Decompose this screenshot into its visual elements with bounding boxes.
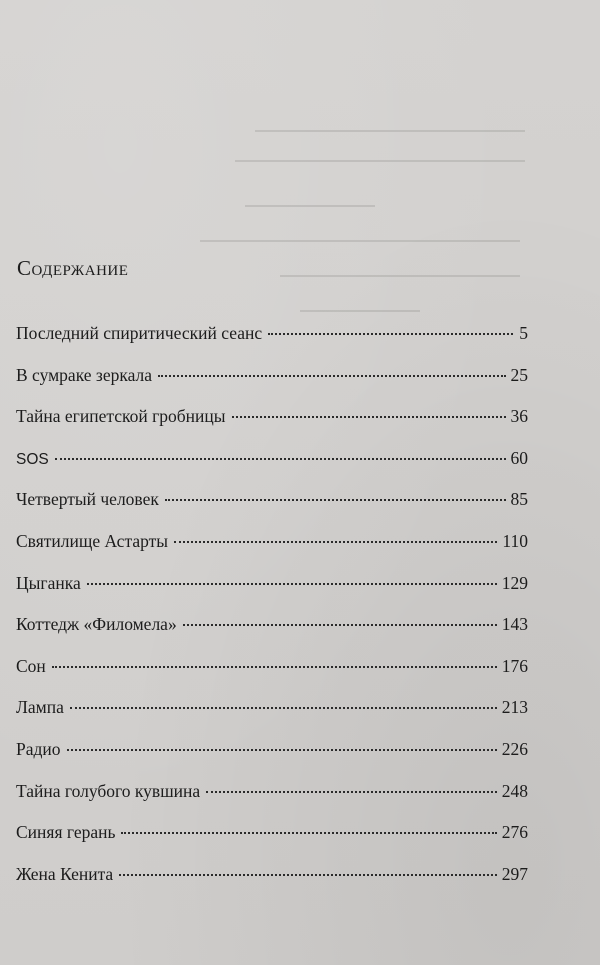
toc-entry <box>16 656 528 698</box>
toc-entry-title: SOS <box>16 450 49 468</box>
toc-entry-title: Лампа <box>16 697 64 718</box>
bleed-through-mark <box>245 205 375 207</box>
dot-leader <box>119 874 497 876</box>
dot-leader <box>174 541 497 543</box>
toc-entry-page: 25 <box>510 364 528 385</box>
dot-leader <box>70 707 497 709</box>
toc-entry-page: 85 <box>510 489 528 510</box>
toc-entry <box>16 531 528 573</box>
dot-leader <box>67 749 497 751</box>
dot-leader <box>158 375 506 377</box>
toc-entry-title: Последний спиритический сеанс <box>16 323 263 343</box>
toc-entry-page: 5 <box>519 323 528 343</box>
toc-entry-title: Синяя герань <box>16 822 116 843</box>
contents-heading: Содержание <box>17 256 129 280</box>
toc-entry <box>16 573 528 615</box>
toc-entry-page: 129 <box>501 572 528 593</box>
toc-entry-title: Святилище Астарты <box>16 530 169 551</box>
toc-entry-title: Радио <box>16 738 61 759</box>
bleed-through-mark <box>200 240 520 242</box>
toc-entry-page: 276 <box>501 822 528 843</box>
toc-entry-title: Четвертый человек <box>16 489 159 510</box>
toc-entry-page: 60 <box>510 447 528 468</box>
toc-entry-title: Тайна голубого кувшина <box>16 780 201 801</box>
toc-entry <box>16 822 528 864</box>
toc-entry <box>16 406 528 448</box>
toc-entry <box>16 614 528 656</box>
toc-entry-title: Цыганка <box>16 572 81 593</box>
toc-entry-page: 36 <box>510 406 528 427</box>
toc-entry <box>16 864 528 906</box>
bleed-through-mark <box>280 275 520 277</box>
toc-entry-title: Сон <box>16 655 46 676</box>
toc-entry <box>16 739 528 781</box>
dot-leader <box>232 416 506 418</box>
toc-entry <box>16 448 528 490</box>
bleed-through-mark <box>235 160 525 162</box>
toc-entry <box>16 781 528 823</box>
toc-entry-title: В сумраке зеркала <box>16 364 152 385</box>
toc-entry <box>16 365 528 407</box>
dot-leader <box>87 583 497 585</box>
toc-entry-title: Тайна египетской гробницы <box>16 406 226 427</box>
dot-leader <box>55 458 506 460</box>
table-of-contents <box>16 323 528 905</box>
toc-entry-page: 226 <box>501 738 528 759</box>
toc-entry-page: 176 <box>501 655 528 676</box>
dot-leader <box>183 624 497 626</box>
bleed-through-mark <box>255 130 525 132</box>
toc-entry <box>16 697 528 739</box>
toc-entry <box>16 323 528 365</box>
dot-leader <box>206 791 497 793</box>
toc-entry-page: 110 <box>502 530 528 551</box>
toc-entry-page: 213 <box>501 697 528 718</box>
toc-entry-page: 248 <box>501 780 528 801</box>
toc-entry-title: Жена Кенита <box>16 863 114 884</box>
dot-leader <box>268 333 513 335</box>
toc-entry-page: 143 <box>501 614 528 635</box>
bleed-through-mark <box>300 310 420 312</box>
toc-entry-page: 297 <box>501 863 528 884</box>
dot-leader <box>165 499 506 501</box>
dot-leader <box>52 666 497 668</box>
toc-entry-title: Коттедж «Филомела» <box>16 614 177 635</box>
toc-entry <box>16 489 528 531</box>
dot-leader <box>121 832 496 834</box>
